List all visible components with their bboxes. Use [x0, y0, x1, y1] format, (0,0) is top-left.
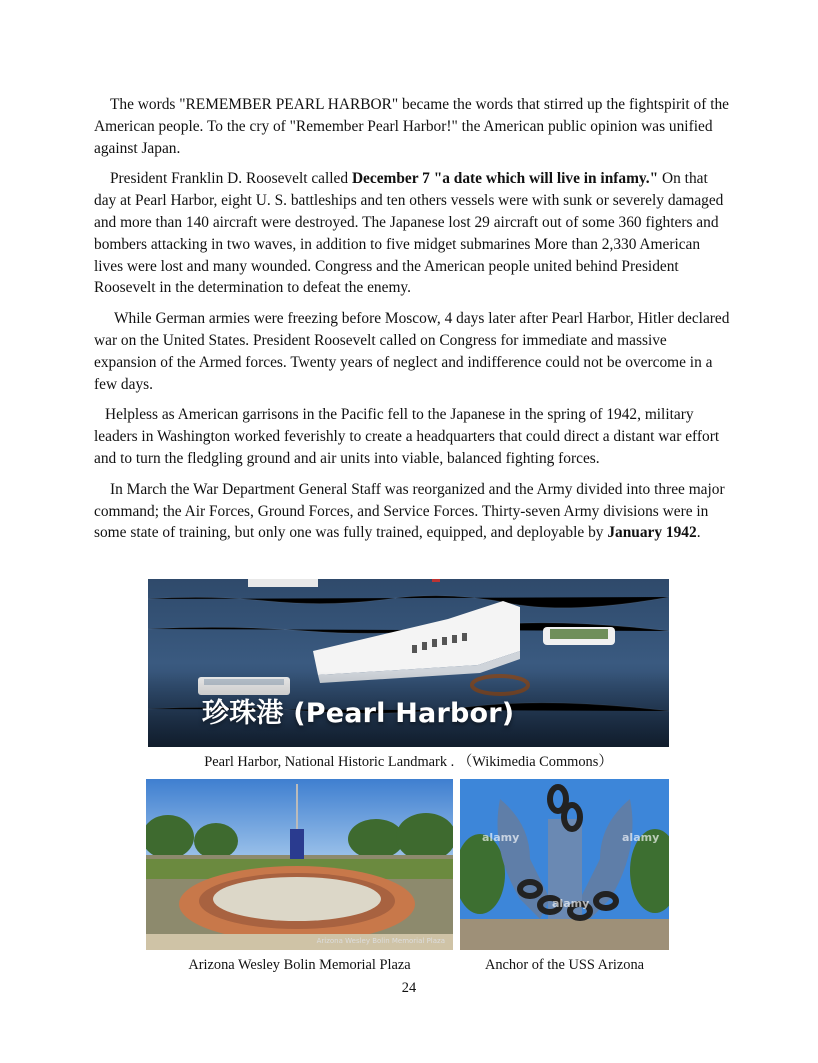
anchor-watermark-3: alamy — [552, 897, 590, 910]
paragraph-4: Helpless as American garrisons in the Pacific fell to the Japanese in the spring of 1942, military leaders in Washington worked feverishly to create a headquarters that could direct a distant war effort and to turn the fledgling ground and air units into viable, balanced fighting forces. — [94, 406, 720, 467]
plaza-caption: Arizona Wesley Bolin Memorial Plaza — [188, 957, 411, 973]
plaza-illustration — [146, 779, 453, 950]
body-text — [94, 94, 730, 544]
anchor-illustration — [460, 779, 669, 950]
memorial-plaza-photo — [146, 779, 453, 950]
paragraph-5: In March the War Department General Staff was reorganized and the Army divided into three major command; the Air Forces, Ground Forces, and Service Forces. Thirty-seven Army divisions were in some state of training, but only one was fully trained, equipped, and deployable by January 1942. — [94, 480, 725, 542]
pearl-harbor-caption: Pearl Harbor, National Historic Landmark . （Wikimedia Commons） — [204, 754, 613, 770]
paragraph-3: While German armies were freezing before Moscow, 4 days later after Pearl Harbor, Hitler declared war on the United States. President Roosevelt called on Congress for immediate and massive expansion of the Armed forces. Twenty years of neglect and indifference could not be overcome in a few days. — [94, 310, 730, 393]
plaza-watermark: Arizona Wesley Bolin Memorial Plaza — [316, 937, 445, 945]
anchor-photo — [460, 779, 669, 950]
photo-overlay-title: 珍珠港 (Pearl Harbor) — [202, 698, 515, 729]
paragraph-1: The words "REMEMBER PEARL HARBOR" became the words that stirred up the fightspirit of the American people. To the cry of "Remember Pearl Harbor!" the American public opinion was unified against Japan. — [94, 96, 729, 157]
paragraph-2: President Franklin D. Roosevelt called December 7 "a date which will live in infamy." On that day at Pearl Harbor, eight U. S. battleships and ten others vessels were with sunk or severely damaged and more than 140 aircraft were destroyed. The Japanese lost 29 aircraft out of some 360 fighters and bombers attacking in two waves, in addition to five midget submarines More than 2,330 American lives were lost and many wounded. Congress and the American people united behind President Roosevelt in the determination to defeat the enemy. — [94, 170, 724, 297]
anchor-watermark-1: alamy — [482, 831, 520, 844]
pearl-harbor-photo — [148, 579, 669, 747]
anchor-caption: Anchor of the USS Arizona — [484, 957, 645, 973]
anchor-watermark-2: alamy — [622, 831, 660, 844]
page-number: 24 — [401, 980, 417, 996]
